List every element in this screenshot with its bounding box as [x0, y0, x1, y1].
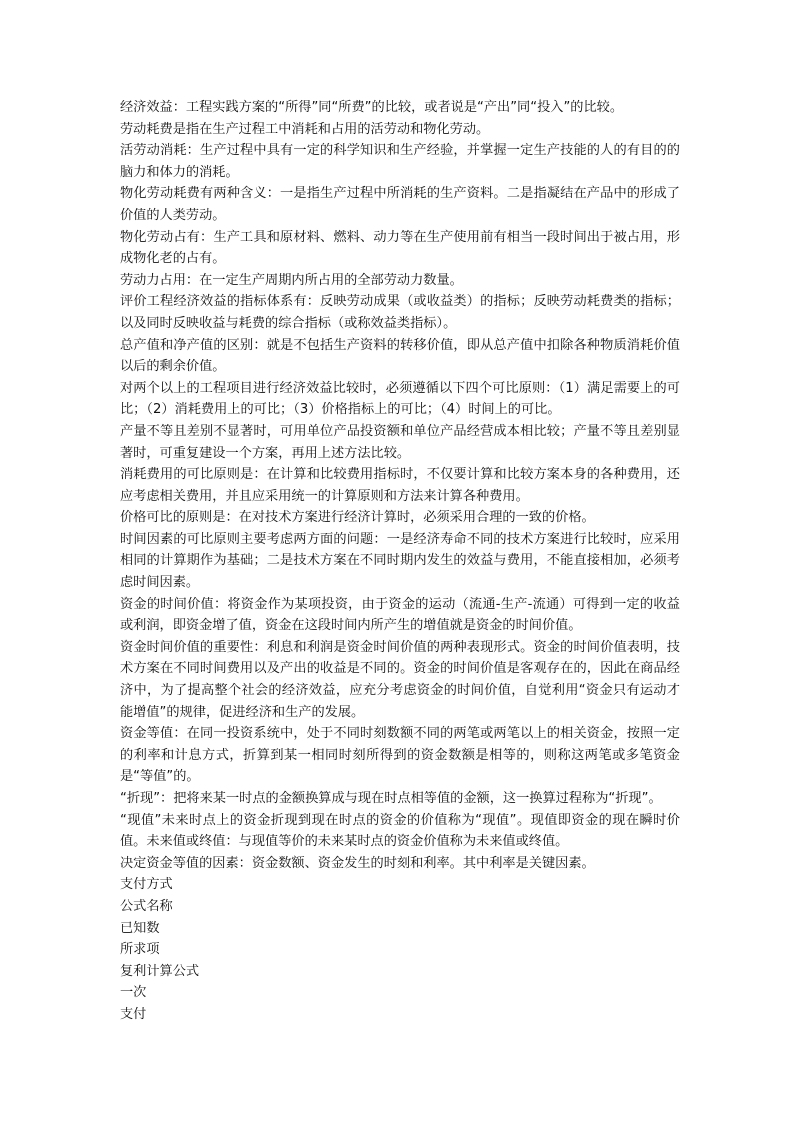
paragraph-living-labor: 活劳动消耗：生产过程中具有一定的科学知识和生产经验，并掌握一定生产技能的人的有目的的脑力和体力的消耗。 [120, 143, 680, 180]
label-compound-formula: 复利计算公式 [120, 963, 200, 979]
paragraph-output-difference: 产量不等且差别不显著时，可用单位产品投资额和单位产品经营成本相比较；产量不等且差别显著时，可重复建设一个方案，再用上述方法比较。 [120, 423, 680, 461]
label-one-time: 一次 [120, 985, 147, 1001]
paragraph-price-comparability: 价格可比的原则是：在对技术方案进行经济计算时，必须采用合理的一致的价格。 [120, 510, 595, 526]
paragraph-gross-net-value: 总产值和净产值的区别：就是不包括生产资料的转移价值，即从总产值中扣除各种物质消耗价值以后的剩余价值。 [120, 337, 680, 375]
label-target-item: 所求项 [120, 942, 160, 958]
document-body [120, 97, 680, 874]
paragraph-labor-consumption: 劳动耗费是指在生产过程工中消耗和占用的活劳动和物化劳动。 [120, 121, 490, 137]
paragraph-equivalence-factors: 决定资金等值的因素：资金数额、资金发生的时刻和利率。其中利率是关键因素。 [120, 855, 595, 871]
paragraph-indicator-system: 评价工程经济效益的指标体系有：反映劳动成果（或收益类）的指标；反映劳动耗费类的指标；以及同时反映收益与耗费的综合指标（或称效益类指标）。 [120, 294, 680, 331]
paragraph-materialized-labor: 物化劳动耗费有两种含义：一是指生产过程中所消耗的生产资料。二是指凝结在产品中的形成了价值的人类劳动。 [120, 186, 680, 223]
label-payment-method: 支付方式 [120, 877, 173, 893]
paragraph-labor-occupation: 劳动力占用：在一定生产周期内所占用的全部劳动力数量。 [120, 272, 463, 288]
label-payment: 支付 [120, 1006, 147, 1022]
paragraph-present-value: “现值”未来时点上的资金折现到现在时点的资金的价值称为“现值”。现值即资金的现在瞬时价值。未来值或终值：与现值等价的未来某时点的资金价值称为未来值或终值。 [120, 812, 680, 850]
paragraph-discounting: “折现”：把将来某一时点的金额换算成与现在时点相等值的金额，这一换算过程称为“折现”。 [120, 791, 662, 806]
paragraph-cost-comparability: 消耗费用的可比原则是：在计算和比较费用指标时，不仅要计算和比较方案本身的各种费用，还应考虑相关费用，并且应采用统一的计算原则和方法来计算各种费用。 [120, 467, 680, 504]
label-formula-name: 公式名称 [120, 898, 173, 914]
paragraph-comparability-principles: 对两个以上的工程项目进行经济效益比较时，必须遵循以下四个可比原则：（1）满足需要上的可比；（2）消耗费用上的可比；（3）价格指标上的可比；（4）时间上的可比。 [120, 380, 680, 418]
document-page [120, 97, 680, 1026]
paragraph-economic-benefit: 经济效益：工程实践方案的“所得”同“所费”的比较，或者说是“产出”同“投入”的比较。 [120, 100, 624, 115]
paragraph-materialized-occupation: 物化劳动占有：生产工具和原材料、燃料、动力等在生产使用前有相当一段时间出于被占用，形成物化老的占有。 [120, 229, 680, 267]
paragraph-time-value-importance: 资金时间价值的重要性：利息和利润是资金时间价值的两种表现形式。资金的时间价值表明，技术方案在不同时间费用以及产出的收益是不同的。资金的时间价值是客观存在的，因此在商品经济中，为了提高整个社会的经济效益，应充分考虑资金的时间价值，自觉利用“资金只有运动才能增值”的规律，促进经济和生产的发展。 [120, 639, 680, 720]
table-label-list [120, 874, 680, 1025]
label-known-values: 已知数 [120, 920, 160, 936]
paragraph-fund-equivalence: 资金等值：在同一投资系统中，处于不同时刻数额不同的两笔或两笔以上的相关资金，按照一定的利率和计息方式，折算到某一相同时刻所得到的资金数额是相等的，则称这两笔或多笔资金是“等值”的。 [120, 726, 680, 785]
paragraph-time-value: 资金的时间价值：将资金作为某项投资，由于资金的运动（流通-生产-流通）可得到一定的收益或利润，即资金增了值，资金在这段时间内所产生的增值就是资金的时间价值。 [120, 596, 680, 634]
paragraph-time-comparability: 时间因素的可比原则主要考虑两方面的问题：一是经济寿命不同的技术方案进行比较时，应采用相同的计算期作为基础；二是技术方案在不同时期内发生的效益与费用，不能直接相加，必须考虑时间因素。 [120, 531, 680, 591]
